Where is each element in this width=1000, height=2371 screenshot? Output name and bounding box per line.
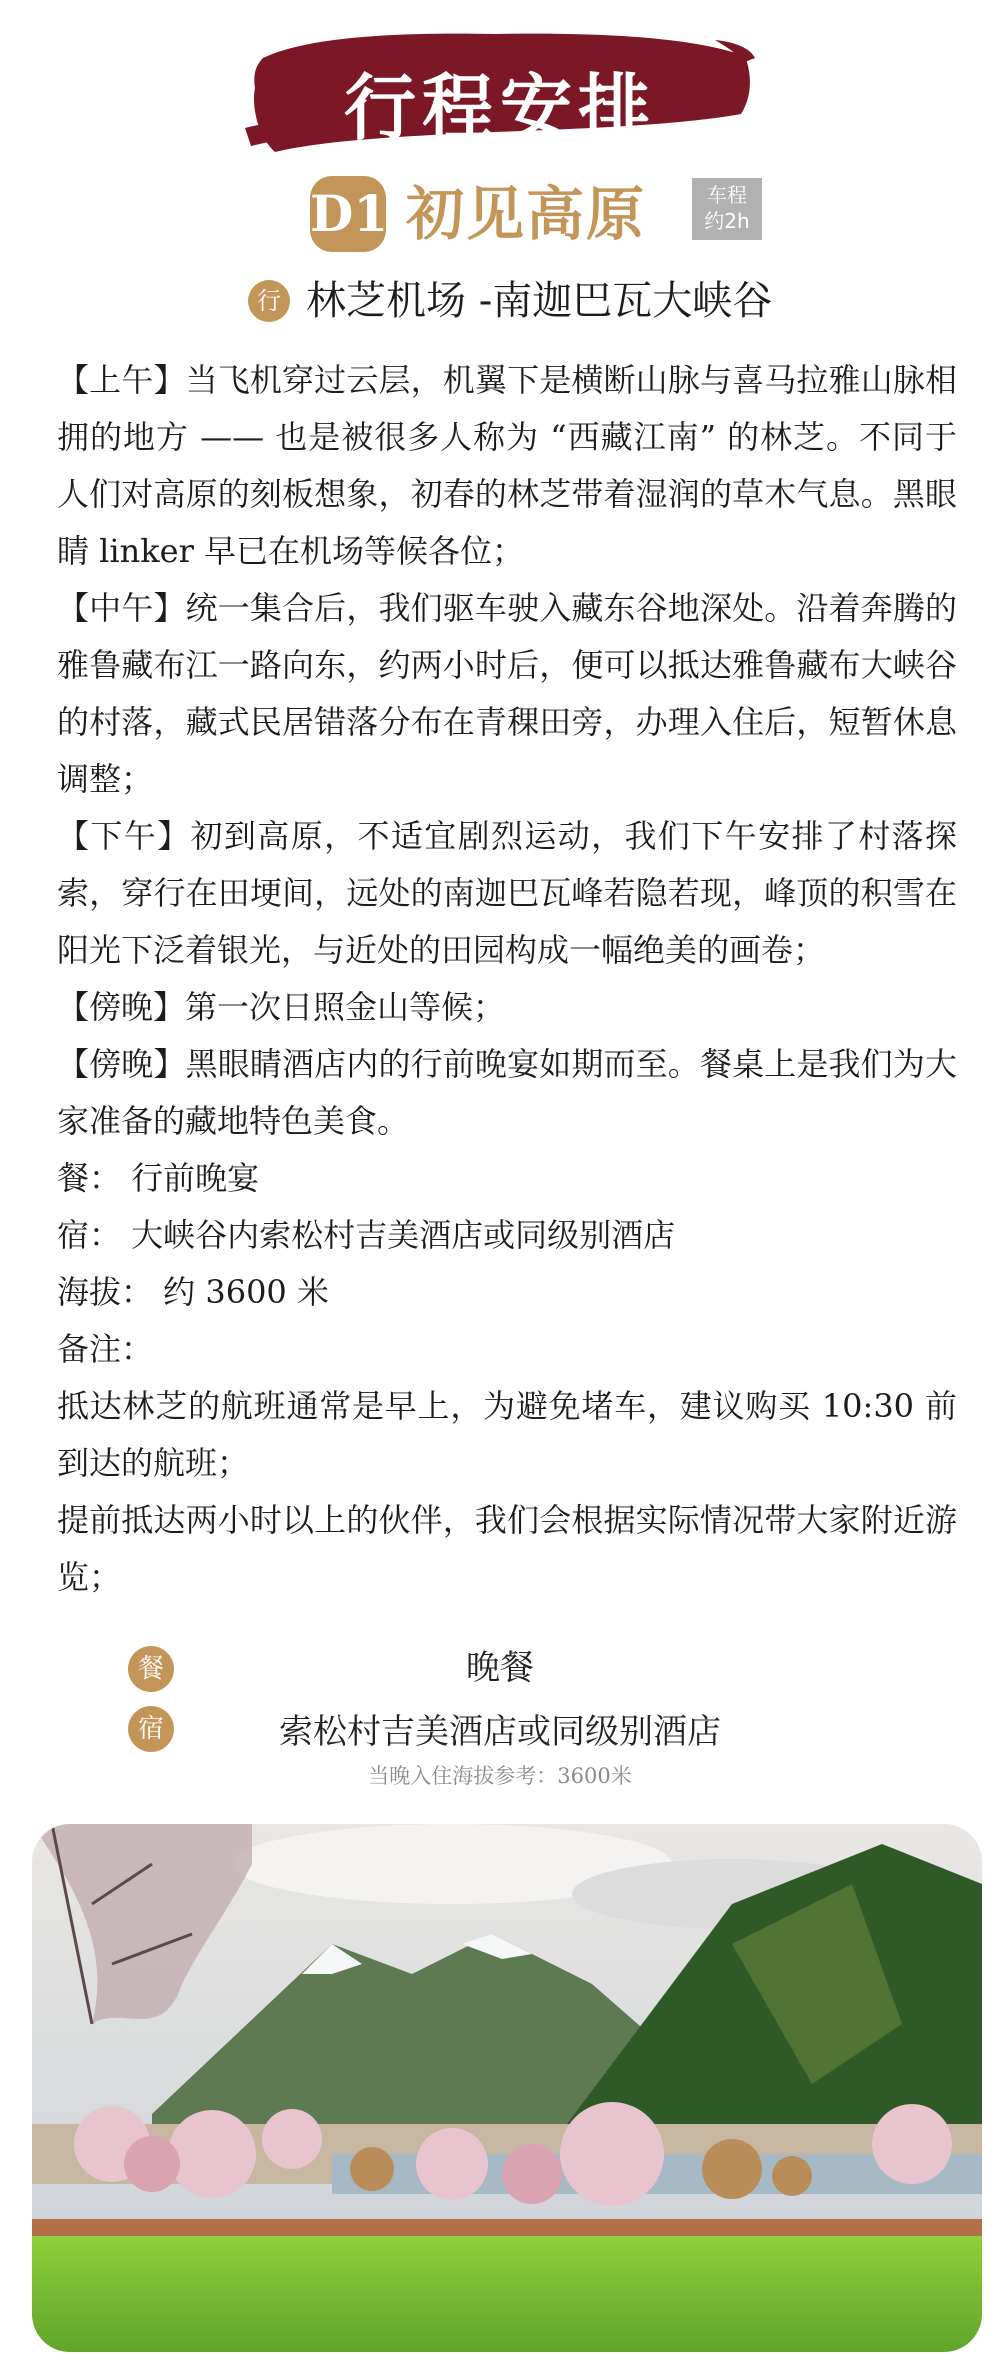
meal-text: 晚餐	[466, 1648, 534, 1688]
itinerary-body	[57, 352, 957, 1606]
altitude-note: 当晚入住海拔参考：3600米	[368, 1764, 632, 1788]
stay-line: 宿： 大峡谷内索松村吉美酒店或同级别酒店	[57, 1216, 676, 1254]
notes-heading: 备注：	[57, 1330, 154, 1368]
drive-tag-line2: 约2h	[704, 209, 750, 233]
drive-tag-line1: 车程	[707, 183, 747, 207]
paragraph-evening-1: 【傍晚】第一次日照金山等候；	[57, 988, 506, 1026]
day-title: 初见高原	[406, 180, 647, 248]
route-icon: 行	[248, 280, 290, 322]
banner-title: 行程安排	[343, 65, 656, 150]
note-flight: 抵达林芝的航班通常是早上，为避免堵车，建议购买 10:30 前到达的航班；	[57, 1387, 957, 1482]
meal-icon: 餐	[128, 1646, 174, 1692]
route-text: 林芝机场 -南迦巴瓦大峡谷	[306, 278, 773, 324]
paragraph-evening-2: 【傍晚】黑眼睛酒店内的行前晚宴如期而至。餐桌上是我们为大家准备的藏地特色美食。	[57, 1045, 957, 1140]
title-banner	[245, 28, 755, 158]
day-header	[310, 172, 780, 256]
route	[248, 272, 808, 328]
landscape-photo	[32, 1824, 982, 2352]
meal-line: 餐： 行前晚宴	[57, 1159, 260, 1197]
day-badge: D1	[310, 176, 386, 252]
paragraph-afternoon: 【下午】初到高原，不适宜剧烈运动，我们下午安排了村落探索，穿行在田埂间，远处的南迦巴瓦峰若隐若现，峰顶的积雪在阳光下泛着银光，与近处的田园构成一幅绝美的画卷；	[57, 817, 957, 969]
altitude-line: 海拔： 约 3600 米	[57, 1273, 329, 1311]
paragraph-noon: 【中午】统一集合后，我们驱车驶入藏东谷地深处。沿着奔腾的雅鲁藏布江一路向东，约两小时后，便可以抵达雅鲁藏布大峡谷的村落，藏式民居错落分布在青稞田旁，办理入住后，短暂休息调整；	[57, 589, 957, 798]
landscape-photo-icon	[32, 1824, 982, 2352]
meal-stay-summary	[0, 1624, 1000, 1794]
stay-text: 索松村吉美酒店或同级别酒店	[279, 1712, 721, 1752]
stay-icon: 宿	[128, 1706, 174, 1752]
paragraph-morning: 【上午】当飞机穿过云层，机翼下是横断山脉与喜马拉雅山脉相拥的地方 —— 也是被很多人称为 “西藏江南” 的林芝。不同于人们对高原的刻板想象，初春的林芝带着湿润的草木气息。黑眼睛 linker 早已在机场等候各位；	[57, 361, 957, 570]
drive-time-tag	[692, 178, 762, 240]
note-early-arrival: 提前抵达两小时以上的伙伴，我们会根据实际情况带大家附近游览；	[57, 1501, 957, 1596]
